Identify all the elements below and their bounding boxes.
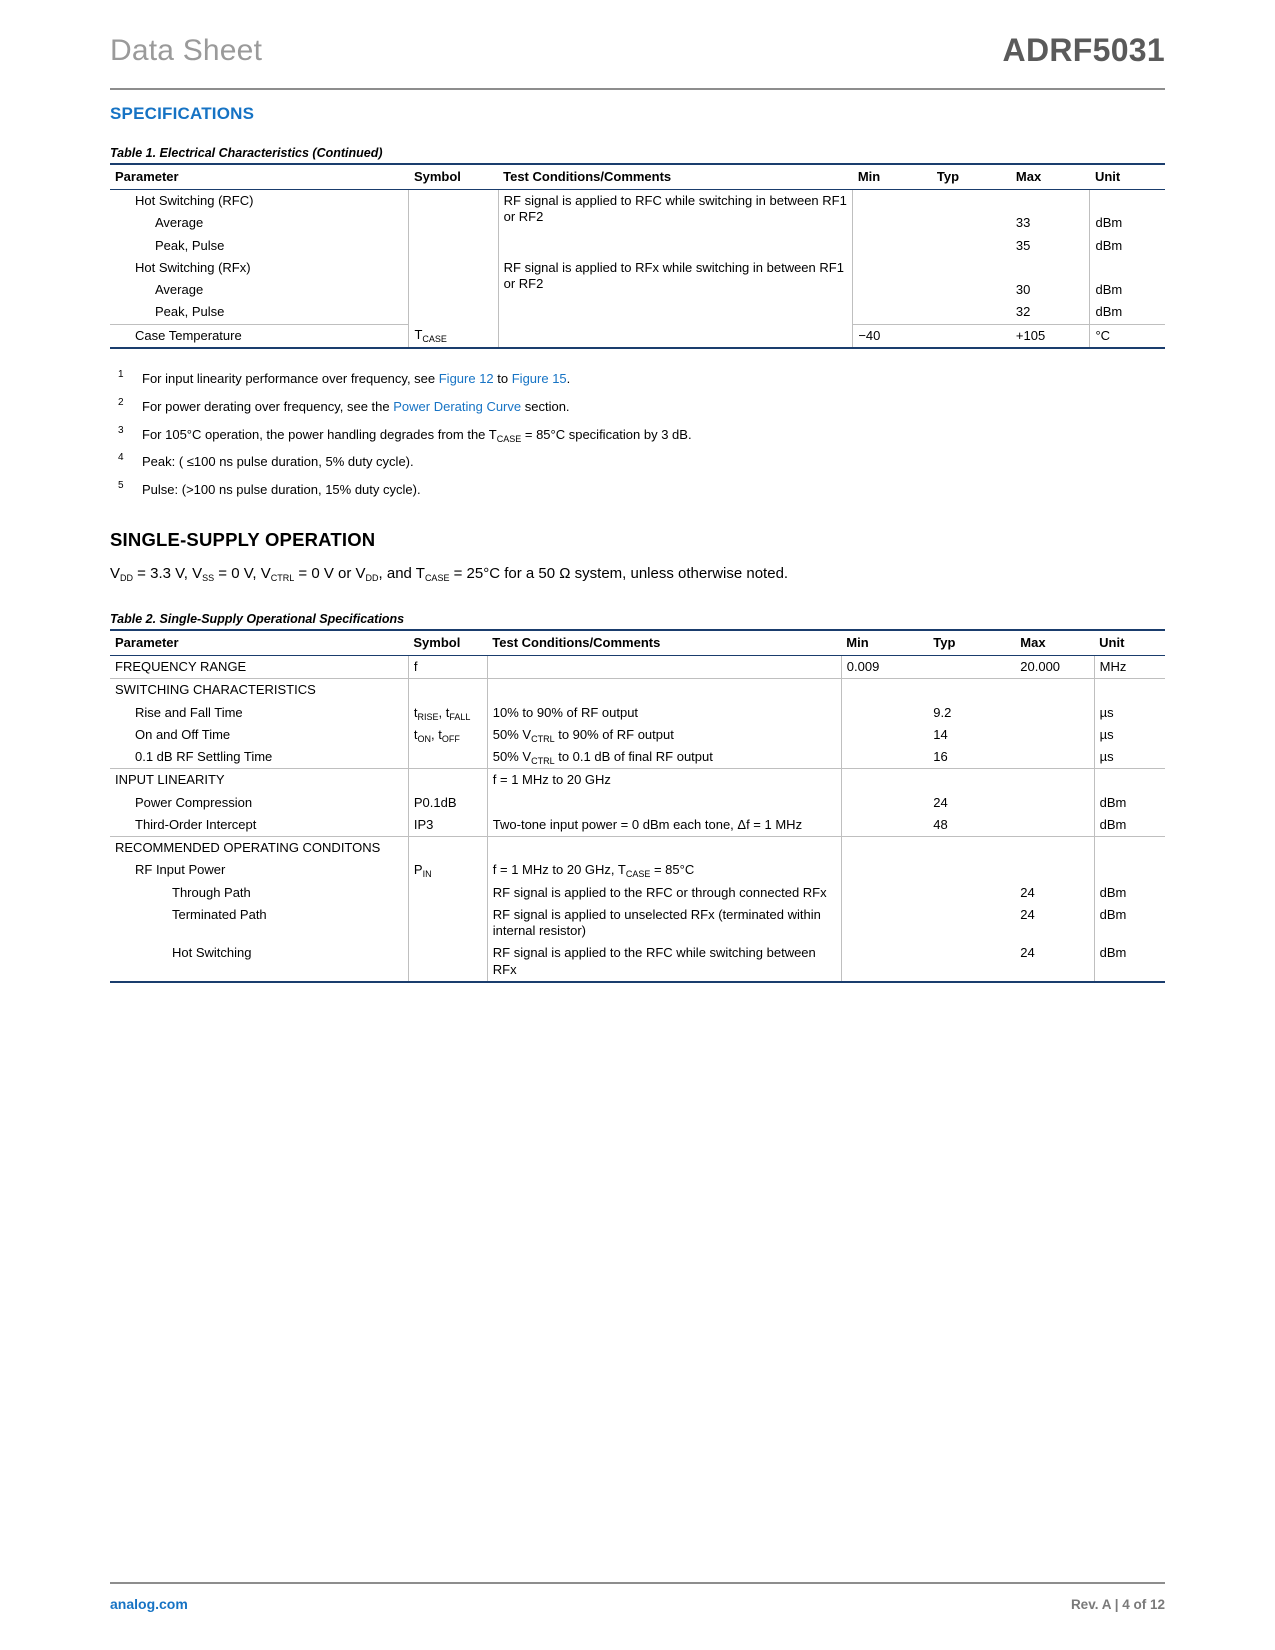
- cell-unit: MHz: [1094, 656, 1165, 679]
- footnote-number: 5: [118, 480, 124, 492]
- cell-test: [487, 837, 841, 860]
- table-row: [110, 882, 1165, 904]
- cell-min: [841, 679, 928, 702]
- table-row: [110, 679, 1165, 702]
- cell-symbol: $T_{CASE}$: [409, 324, 498, 348]
- cell-typ: [932, 301, 1011, 324]
- header-divider: [110, 88, 1165, 90]
- cell-parameter: Average: [155, 215, 204, 231]
- cell-parameter: Rise and Fall Time: [135, 704, 243, 720]
- cell-min: [853, 190, 932, 213]
- cell-typ: 9.2: [933, 704, 952, 720]
- cell-min: [853, 212, 932, 234]
- footer-website-link[interactable]: analog.com: [110, 1596, 188, 1612]
- cell-symbol: $t_{ON}$, $t_{OFF}$: [408, 724, 487, 746]
- cell-max: [1015, 746, 1094, 769]
- cell-min: [841, 882, 928, 904]
- cell-min: [841, 792, 928, 814]
- cell-max: 35: [1015, 237, 1031, 253]
- cell-unit: [1094, 837, 1165, 860]
- page-header: [110, 34, 1165, 90]
- footnote-list: [110, 368, 1165, 499]
- cell-parameter: Through Path: [172, 884, 251, 900]
- cell-symbol: $P_{IN}$: [408, 859, 487, 881]
- cell-unit: dBm: [1090, 279, 1165, 301]
- cell-typ: [928, 904, 1015, 943]
- cell-min: [841, 746, 928, 769]
- cell-max: 30: [1015, 282, 1031, 297]
- table-row: [110, 702, 1165, 724]
- cell-unit: dBm: [1094, 942, 1165, 982]
- cell-test: [487, 679, 841, 702]
- cell-typ: [928, 837, 1015, 860]
- table2-col-unit: Unit: [1094, 630, 1165, 656]
- footnote-number: 1: [118, 368, 124, 380]
- footnote-3: [110, 424, 1165, 444]
- page-content: [110, 104, 1165, 983]
- table1-col-symbol: Symbol: [409, 164, 498, 190]
- cell-typ: [932, 235, 1011, 257]
- table1-col-min: Min: [853, 164, 932, 190]
- cell-test: f = 1 MHz to 20 GHz, $T_{CASE} = 85^\circ C$: [487, 859, 841, 881]
- cell-max: [1015, 792, 1094, 814]
- cell-parameter: Average: [155, 282, 204, 297]
- cell-max: [1015, 814, 1094, 837]
- table-row: [110, 190, 1165, 213]
- table-row: [110, 746, 1165, 769]
- cell-parameter: RF Input Power: [135, 862, 226, 878]
- cell-min: [841, 859, 928, 881]
- table-row: [110, 792, 1165, 814]
- footnote-number: 3: [118, 424, 124, 436]
- cell-test: RF signal is applied to the RFC while switching between RFx: [487, 942, 841, 982]
- cell-symbol: [408, 904, 487, 943]
- cell-min: 0.009: [841, 656, 928, 679]
- footnote-text-after: section.: [521, 398, 570, 414]
- cell-unit: dBm: [1094, 904, 1165, 943]
- cell-max: [1015, 859, 1094, 881]
- table1-header-row: [110, 164, 1165, 190]
- footnote-4: [110, 454, 1165, 471]
- cell-symbol: [408, 679, 487, 702]
- cell-max: [1011, 257, 1090, 279]
- table1-col-parameter: Parameter: [110, 164, 409, 190]
- cell-unit: µs: [1094, 746, 1165, 769]
- cell-min: [841, 724, 928, 746]
- footnote-link-power-derating-curve[interactable]: Power Derating Curve: [393, 398, 522, 414]
- cell-test: 50% $V_{CTRL}$ to 0.1 dB of final RF output: [487, 746, 841, 769]
- cell-unit: dBm: [1090, 301, 1165, 324]
- cell-typ: [928, 942, 1015, 982]
- cell-max: 20.000: [1015, 656, 1094, 679]
- cell-typ: [932, 324, 1011, 348]
- cell-parameter: Case Temperature: [110, 324, 409, 348]
- cell-parameter: On and Off Time: [135, 726, 231, 742]
- cell-typ: [932, 212, 1011, 234]
- cell-parameter: Third-Order Intercept: [110, 814, 408, 837]
- cell-parameter: SWITCHING CHARACTERISTICS: [115, 682, 316, 698]
- cell-unit: dBm: [1090, 235, 1165, 257]
- cell-parameter: 0.1 dB RF Settling Time: [110, 746, 408, 769]
- cell-unit: [1090, 190, 1165, 213]
- cell-max: 32: [1011, 301, 1090, 324]
- cell-typ: 24: [933, 794, 948, 810]
- single-supply-conditions: $V_{DD} = 3.3$ V, $V_{SS} = 0$ V, $V_{CTRL} = 0$ V or $V_{DD}$, and $T_{CASE} = 25^\circ C$ for a 50 Ω system, unless otherwise noted.: [110, 565, 789, 584]
- table-row: [110, 769, 1165, 792]
- footnote-text: For power derating over frequency, see the: [142, 398, 394, 414]
- footnote-text-mid: to: [493, 370, 512, 386]
- cell-parameter: Terminated Path: [172, 906, 267, 922]
- cell-unit: °C: [1090, 324, 1165, 348]
- cell-test: RF signal is applied to the RFC or through connected RFx: [487, 882, 841, 904]
- cell-test: RF signal is applied to unselected RFx (terminated within internal resistor): [487, 904, 841, 943]
- footnote-1: [110, 368, 1165, 388]
- table1-caption: Table 1. Electrical Characteristics (Continued): [110, 146, 383, 160]
- cell-min: [841, 837, 928, 860]
- footnote-2: [110, 396, 1165, 416]
- table-single-supply-operational-specifications: [110, 629, 1165, 983]
- cell-test: Two-tone input power = 0 dBm each tone, Δf = 1 MHz: [487, 814, 841, 837]
- cell-min: [841, 769, 928, 792]
- cell-typ: [932, 279, 1011, 301]
- cell-max: 24: [1015, 942, 1094, 982]
- cell-parameter: Peak, Pulse: [110, 301, 409, 324]
- cell-parameter: INPUT LINEARITY: [115, 772, 225, 788]
- table-row: [110, 257, 1165, 279]
- cell-min: −40: [853, 324, 932, 348]
- cell-symbol: IP3: [408, 814, 487, 837]
- cell-min: [841, 904, 928, 943]
- footnote-number: 2: [118, 396, 124, 408]
- cell-parameter: Peak, Pulse: [155, 237, 225, 253]
- subsection-title-single-supply: SINGLE-SUPPLY OPERATION: [110, 529, 376, 551]
- cell-symbol: [408, 882, 487, 904]
- cell-parameter: Power Compression: [135, 794, 253, 810]
- cell-unit: µs: [1094, 702, 1165, 724]
- document-type-label: Data Sheet: [110, 34, 263, 67]
- cell-max: +105: [1011, 324, 1090, 348]
- cell-symbol: f: [408, 656, 487, 679]
- footnote-text: Pulse: (>100 ns pulse duration, 15% duty cycle).: [142, 482, 421, 498]
- cell-symbol: [408, 837, 487, 860]
- cell-unit: dBm: [1094, 814, 1165, 837]
- part-number-label: ADRF5031: [1002, 32, 1165, 68]
- cell-test: 10% to 90% of RF output: [487, 702, 841, 724]
- cell-unit: µs: [1094, 724, 1165, 746]
- table-row: [110, 656, 1165, 679]
- table1-col-unit: Unit: [1090, 164, 1165, 190]
- table1-col-test: Test Conditions/Comments: [498, 164, 853, 190]
- cell-symbol: P0.1dB: [408, 792, 487, 814]
- cell-max: [1015, 724, 1094, 746]
- cell-test: [487, 792, 841, 814]
- cell-max: [1015, 769, 1094, 792]
- table2-col-min: Min: [841, 630, 928, 656]
- cell-symbol: [408, 746, 487, 769]
- footnote-text: For input linearity performance over frequency, see: [142, 370, 439, 386]
- cell-min: [853, 235, 932, 257]
- cell-test: RF signal is applied to RFC while switching in between RF1 or RF2: [498, 190, 853, 257]
- cell-parameter: RECOMMENDED OPERATING CONDITONS: [115, 840, 381, 856]
- table-row: [110, 724, 1165, 746]
- cell-symbol: [408, 942, 487, 982]
- cell-test: [498, 324, 853, 348]
- cell-typ: 14: [933, 726, 948, 742]
- table-row: [110, 814, 1165, 837]
- footnote-text-after: = 85°C specification by 3 dB.: [521, 426, 692, 442]
- footer-page-info: Rev. A | 4 of 12: [1070, 1597, 1165, 1612]
- table2-col-test: Test Conditions/Comments: [487, 630, 841, 656]
- cell-unit: dBm: [1094, 882, 1165, 904]
- footnote-5: [110, 482, 1165, 499]
- table-row: [110, 904, 1165, 943]
- cell-unit: [1094, 859, 1165, 881]
- cell-unit: [1094, 679, 1165, 702]
- cell-unit: [1090, 257, 1165, 279]
- footnote-text: Peak: ( ≤100 ns pulse duration, 5% duty cycle).: [142, 454, 414, 470]
- table2-caption: Table 2. Single-Supply Operational Specifications: [110, 612, 405, 627]
- cell-max: [1011, 190, 1090, 213]
- cell-max: [1015, 702, 1094, 724]
- cell-min: [841, 702, 928, 724]
- table1-col-typ: Typ: [932, 164, 1011, 190]
- cell-typ: [932, 257, 1011, 279]
- footnote-number: 4: [118, 452, 124, 464]
- table2-col-max: Max: [1015, 630, 1094, 656]
- table-row: [110, 859, 1165, 881]
- footnote-link-figure15[interactable]: Figure 15: [511, 370, 567, 386]
- footnote-text: For 105°C operation, the power handling degrades from the T: [142, 426, 497, 442]
- footnote-link-figure12[interactable]: Figure 12: [438, 370, 494, 386]
- cell-typ: [928, 769, 1015, 792]
- cell-unit: dBm: [1094, 792, 1165, 814]
- cell-typ: [928, 882, 1015, 904]
- cell-parameter: Hot Switching: [110, 942, 408, 982]
- cell-min: [853, 301, 932, 324]
- table-row: [110, 837, 1165, 860]
- cell-parameter: FREQUENCY RANGE: [110, 656, 408, 679]
- cell-max: 33: [1015, 215, 1031, 231]
- cell-test: 50% $V_{CTRL}$ to 90% of RF output: [487, 724, 841, 746]
- table2-col-symbol: Symbol: [408, 630, 487, 656]
- cell-symbol: [408, 769, 487, 792]
- footnote-subscript: CASE: [496, 433, 522, 444]
- table-row: [110, 324, 1165, 348]
- table-electrical-characteristics: [110, 163, 1165, 349]
- cell-min: [841, 942, 928, 982]
- cell-typ: 48: [928, 814, 1015, 837]
- cell-typ: 16: [928, 746, 1015, 769]
- cell-typ: [932, 190, 1011, 213]
- cell-symbol: $t_{RISE}$, $t_{FALL}$: [408, 702, 487, 724]
- cell-min: [853, 279, 932, 301]
- cell-min: [853, 257, 932, 279]
- table2-header-row: [110, 630, 1165, 656]
- cell-test: [487, 656, 841, 679]
- cell-max: [1015, 679, 1094, 702]
- cell-parameter: Hot Switching (RFx): [135, 259, 251, 275]
- cell-typ: [928, 859, 1015, 881]
- cell-symbol: [409, 190, 498, 325]
- footer-divider: [110, 1582, 1165, 1584]
- cell-parameter: Hot Switching (RFC): [135, 193, 254, 208]
- cell-test: RF signal is applied to RFx while switching in between RF1 or RF2: [498, 257, 853, 324]
- cell-unit: dBm: [1090, 212, 1165, 234]
- cell-test: f = 1 MHz to 20 GHz: [487, 769, 841, 792]
- section-title-specifications: SPECIFICATIONS: [110, 104, 255, 123]
- table2-col-parameter: Parameter: [110, 630, 408, 656]
- cell-typ: [928, 679, 1015, 702]
- cell-unit: [1094, 769, 1165, 792]
- table1-col-max: Max: [1011, 164, 1090, 190]
- cell-max: 24: [1020, 884, 1035, 900]
- cell-max: [1015, 837, 1094, 860]
- cell-min: [841, 814, 928, 837]
- footnote-text-after: .: [566, 370, 571, 386]
- table2-col-typ: Typ: [928, 630, 1015, 656]
- cell-typ: [928, 656, 1015, 679]
- cell-max: 24: [1020, 906, 1035, 922]
- table-row: [110, 942, 1165, 982]
